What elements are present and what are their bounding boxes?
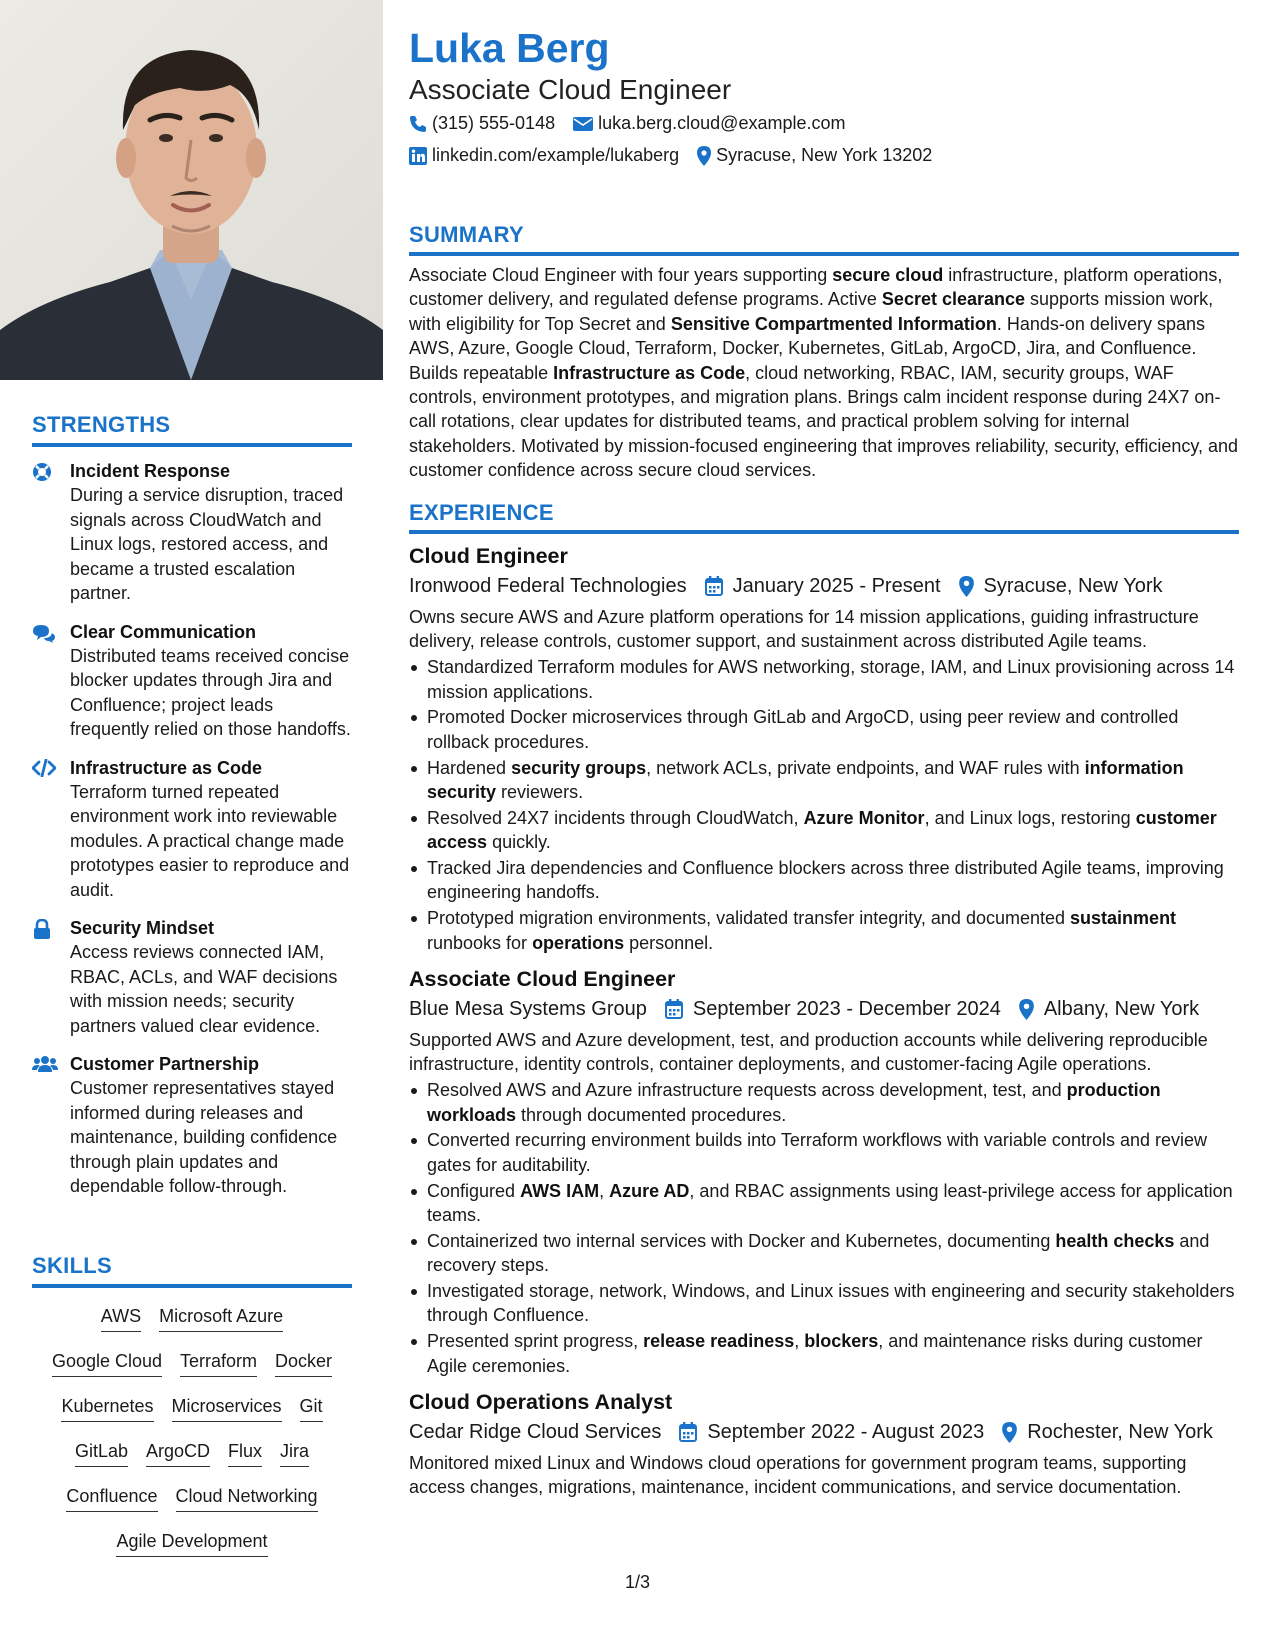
job-bullet: [409, 1078, 1239, 1127]
skills-heading: SKILLS: [32, 1253, 352, 1288]
strength-item: [32, 459, 352, 606]
strength-item: [32, 1052, 352, 1199]
linkedin-text: linkedin.com/example/lukaberg: [432, 145, 680, 165]
strength-title: Clear Communication: [70, 621, 257, 642]
text-segment: Presented sprint progress,: [427, 1331, 644, 1352]
map-pin-icon: [697, 146, 711, 166]
skill-tag: AWS: [101, 1304, 141, 1332]
skill-tag: Google Cloud: [52, 1349, 162, 1377]
bold-text: health checks: [1055, 1230, 1175, 1251]
job-description: Monitored mixed Linux and Windows cloud operations for government program teams, supporting access changes, migrations, maintenance, incident communications, and service documentation.: [409, 1453, 1187, 1498]
bold-text: release readiness: [643, 1331, 795, 1352]
comments-icon: [32, 620, 70, 742]
job-bullet: [409, 756, 1239, 805]
linkedin-icon: [409, 147, 427, 165]
text-segment: Converted recurring environment builds into Terraform workflows with variable controls and review gates for auditability.: [427, 1130, 1208, 1175]
calendar-icon: [705, 576, 723, 596]
text-segment: ,: [599, 1180, 610, 1201]
strengths-heading: STRENGTHS: [32, 412, 352, 447]
text-segment: and recovery steps.: [427, 1230, 1210, 1276]
bold-text: AWS IAM: [520, 1180, 600, 1201]
skill-row: [32, 1349, 352, 1394]
skill-tag: Docker: [275, 1349, 332, 1377]
calendar-icon: [679, 1422, 697, 1442]
skills-list: [32, 1304, 352, 1574]
lifebuoy-icon: [32, 459, 70, 606]
skill-tag: ArgoCD: [146, 1439, 210, 1467]
skills-section: [32, 1253, 352, 1574]
summary-section: [409, 222, 1239, 483]
skill-tag: Git: [300, 1394, 323, 1422]
text-segment: Configured: [427, 1180, 521, 1201]
job-dates: January 2025 - Present: [732, 575, 941, 597]
strength-title: Security Mindset: [70, 918, 215, 938]
text-segment: . Hands-on delivery spans AWS, Azure, Google Cloud, Terraform, Docker, Kubernetes, GitLab, ArgoCD, Jira, and Confluence. Builds repeatable: [409, 313, 1205, 383]
bold-text: Sensitive Compartmented Information: [670, 313, 997, 334]
job-bullet: [409, 1128, 1239, 1177]
skill-row: [32, 1394, 352, 1439]
text-segment: , network ACLs, private endpoints, and WAF rules with: [646, 757, 1085, 778]
summary-text: [409, 263, 1239, 483]
skill-tag: Microservices: [172, 1394, 282, 1422]
contact-row: [409, 145, 950, 166]
strengths-section: [32, 412, 352, 1199]
bold-text: information security: [427, 757, 1184, 803]
strength-item: [32, 620, 352, 742]
text-segment: reviewers.: [496, 782, 584, 803]
bold-text: sustainment: [1070, 908, 1177, 929]
experience-section: [409, 500, 1239, 1500]
job-bullet-list: [409, 655, 1239, 955]
text-segment: Resolved 24X7 incidents through CloudWatch,: [427, 807, 804, 828]
job-location: Albany, New York: [1043, 998, 1200, 1021]
experience-heading: EXPERIENCE: [409, 500, 1239, 534]
bold-text: customer access: [427, 807, 1217, 853]
text-segment: Promoted Docker microservices through GitLab and ArgoCD, using peer review and controlled rollback procedures.: [427, 707, 1179, 752]
text-segment: infrastructure, platform operations, customer delivery, and regulated defense programs. Active: [409, 265, 1223, 310]
job-list: [409, 542, 1239, 1500]
skill-row: [32, 1439, 352, 1484]
text-segment: supports mission work, with eligibility for Top Secret and: [409, 289, 1214, 334]
bold-text: secure cloud: [832, 265, 944, 285]
map-pin-icon: [1019, 999, 1034, 1020]
phone-icon: [409, 115, 427, 133]
strength-text: During a service disruption, traced signals across CloudWatch and Linux logs, restored access, and became a trusted escalation partner.: [70, 485, 344, 603]
bold-text: Secret clearance: [881, 289, 1026, 310]
strength-text: Distributed teams received concise blocker updates through Jira and Confluence; project leads frequently relied on those handoffs.: [70, 645, 351, 739]
job-meta: [409, 571, 1239, 601]
phone-text: (315) 555-0148: [432, 113, 556, 133]
job-bullet: [409, 705, 1239, 754]
skill-tag: Flux: [228, 1439, 262, 1467]
skill-tag: Kubernetes: [61, 1394, 153, 1422]
text-segment: through documented procedures.: [516, 1104, 787, 1125]
job-meta: [409, 1417, 1239, 1447]
job-location: Syracuse, New York: [983, 575, 1163, 597]
sidebar: [0, 0, 383, 1650]
job-title: Associate Cloud Engineer: [409, 967, 676, 992]
job-location: Rochester, New York: [1027, 1421, 1213, 1444]
bold-text: Azure AD: [609, 1180, 690, 1201]
strength-title: Customer Partnership: [70, 1054, 260, 1074]
linkedin-contact[interactable]: [409, 145, 679, 166]
job-bullet: [409, 806, 1239, 855]
text-segment: Tracked Jira dependencies and Confluence blockers across three distributed Agile teams, improving engineering handoffs.: [427, 858, 1224, 903]
skill-tag: Cloud Networking: [176, 1484, 318, 1512]
text-segment: Standardized Terraform modules for AWS networking, storage, IAM, and Linux provisioning across 14 mission applications.: [427, 657, 1235, 702]
text-segment: Associate Cloud Engineer with four years supporting: [409, 265, 833, 285]
bold-text: production workloads: [427, 1080, 1161, 1125]
skill-tag: Microsoft Azure: [159, 1304, 283, 1332]
code-icon: [32, 756, 70, 903]
calendar-icon: [665, 999, 683, 1019]
text-segment: Containerized two internal services with Docker and Kubernetes, documenting: [427, 1230, 1056, 1251]
profile-photo: [0, 0, 383, 380]
text-segment: Resolved AWS and Azure infrastructure requests across development, test, and: [427, 1080, 1067, 1101]
location-text: Syracuse, New York 13202: [716, 145, 933, 165]
skill-row: [32, 1484, 352, 1529]
phone-contact[interactable]: [409, 113, 555, 134]
job-entry: [409, 542, 1239, 955]
bold-text: blockers: [804, 1331, 879, 1352]
job-entry: [409, 965, 1239, 1378]
skill-tag: Terraform: [180, 1349, 257, 1377]
lock-icon: [32, 916, 70, 1038]
job-bullet: [409, 1279, 1239, 1328]
job-company: Cedar Ridge Cloud Services: [409, 1421, 662, 1444]
strength-item: [32, 756, 352, 903]
job-bullet: [409, 655, 1239, 704]
text-segment: , cloud networking, RBAC, IAM, security groups, WAF controls, environment prototypes, and migration plans. Brings calm incident response during 24X7 on-call rotations, clear updates for distributed teams, and practical problem solving for internal stakeholders. Motivated by mission-focused engineering that improves reliability, security, efficiency, and customer confidence across secure cloud services.: [409, 362, 1239, 481]
job-bullet: [409, 856, 1239, 905]
summary-heading: SUMMARY: [409, 222, 1239, 256]
job-bullet: [409, 1229, 1239, 1278]
users-icon: [32, 1052, 70, 1199]
strength-text: Access reviews connected IAM, RBAC, ACLs, and WAF decisions with mission needs; security partners valued clear evidence.: [70, 942, 338, 1036]
text-segment: Hardened: [427, 757, 512, 778]
bold-text: security groups: [511, 757, 647, 778]
job-title: Cloud Operations Analyst: [409, 1390, 673, 1415]
email-text: luka.berg.cloud@example.com: [598, 113, 846, 133]
job-entry: [409, 1388, 1239, 1500]
skill-tag: Agile Development: [116, 1529, 267, 1557]
bold-text: Azure Monitor: [803, 807, 925, 828]
skill-row: [32, 1304, 352, 1349]
text-segment: Prototyped migration environments, validated transfer integrity, and documented: [427, 908, 1071, 929]
job-company: Ironwood Federal Technologies: [409, 575, 687, 597]
text-segment: Investigated storage, network, Windows, and Linux issues with engineering and security stakeholders through Confluence.: [427, 1281, 1235, 1326]
job-bullet-list: [409, 1078, 1239, 1378]
map-pin-icon: [1002, 1422, 1017, 1443]
page-number: 1/3: [624, 1572, 651, 1592]
candidate-role: Associate Cloud Engineer: [409, 74, 732, 105]
job-description: Owns secure AWS and Azure platform operations for 14 mission applications, guiding infrastructure delivery, release controls, customer support, and sustainment across distributed Agile teams.: [409, 607, 1199, 652]
job-bullet: [409, 1329, 1239, 1378]
job-bullet: [409, 1179, 1239, 1228]
strength-item: [32, 916, 352, 1038]
strength-title: Incident Response: [70, 461, 231, 481]
skill-tag: Jira: [280, 1439, 309, 1467]
text-segment: , and RBAC assignments using least-privilege access for application teams.: [427, 1180, 1233, 1226]
job-dates: September 2023 - December 2024: [692, 998, 1001, 1021]
bold-text: Infrastructure as Code: [553, 362, 746, 383]
strength-text: Terraform turned repeated environment work into reviewable modules. A practical change made prototypes easier to reproduce and audit.: [70, 781, 350, 900]
envelope-icon: [573, 116, 593, 132]
text-segment: , and maintenance risks during customer Agile ceremonies.: [427, 1331, 1203, 1376]
text-segment: ,: [794, 1331, 805, 1352]
strength-text: Customer representatives stayed informed during releases and maintenance, building confidence through plain updates and dependable follow-through.: [70, 1078, 338, 1196]
text-segment: runbooks for: [427, 932, 533, 953]
strength-title: Infrastructure as Code: [70, 757, 263, 778]
job-bullet: [409, 906, 1239, 955]
skill-tag: GitLab: [75, 1439, 128, 1467]
bold-text: operations: [532, 932, 625, 953]
skill-row: [32, 1529, 352, 1574]
candidate-name: Luka Berg: [409, 25, 610, 71]
skill-tag: Confluence: [66, 1484, 157, 1512]
job-description: Supported AWS and Azure development, test, and production accounts while delivering reproducible infrastructure, identity controls, container deployments, and customer-facing Agile operations.: [409, 1030, 1208, 1075]
text-segment: quickly.: [487, 832, 551, 853]
job-company: Blue Mesa Systems Group: [409, 998, 647, 1021]
map-pin-icon: [959, 576, 974, 597]
text-segment: personnel.: [624, 932, 714, 953]
location-contact: [697, 145, 932, 166]
job-dates: September 2022 - August 2023: [707, 1421, 985, 1444]
contact-row: [409, 113, 864, 134]
text-segment: , and Linux logs, restoring: [924, 807, 1136, 828]
email-contact[interactable]: [573, 113, 845, 134]
job-meta: [409, 994, 1239, 1024]
job-title: Cloud Engineer: [409, 544, 568, 568]
